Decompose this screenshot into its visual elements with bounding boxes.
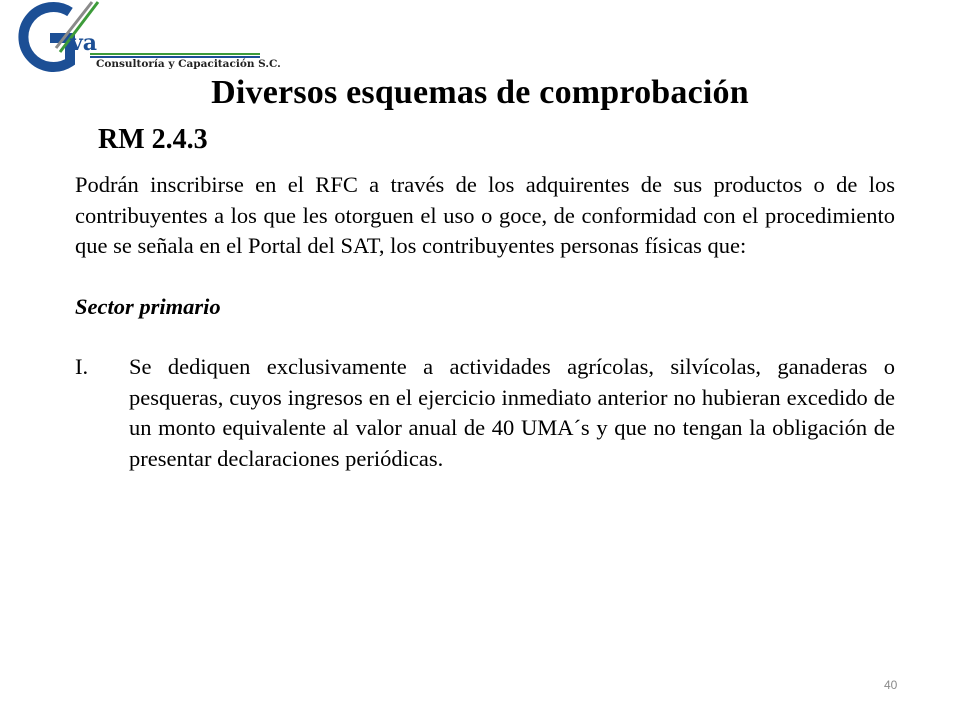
- logo-caption: Consultoría y Capacitación S.C.: [96, 58, 281, 70]
- page-number: 40: [884, 678, 898, 692]
- slide-body: [75, 170, 895, 474]
- slide-title: Diversos esquemas de comprobación: [211, 74, 749, 111]
- rule-identifier: RM 2.4.3: [98, 124, 208, 155]
- sector-heading: Sector primario: [75, 293, 221, 319]
- list-item: [75, 352, 895, 474]
- logo-va-text: va: [70, 30, 98, 56]
- list-item-text: Se dediquen exclusivamente a actividades agrícolas, silvícolas, ganaderas o pesqueras, cuyos ingresos en el ejercicio inmediato anterior no hubieran excedido de un monto equivalente al valor anual de 40 UMA´s y que no tengan la obligación de presentar declaraciones periódicas.: [129, 354, 895, 471]
- company-logo: [4, 0, 281, 80]
- intro-paragraph: Podrán inscribirse en el RFC a través de los adquirentes de sus productos o de los contribuyentes a los que les otorguen el uso o goce, de conformidad con el procedimiento que se señala en el Portal del SAT, los contribuyentes personas físicas que:: [75, 172, 895, 258]
- list-item-number: I.: [75, 354, 89, 379]
